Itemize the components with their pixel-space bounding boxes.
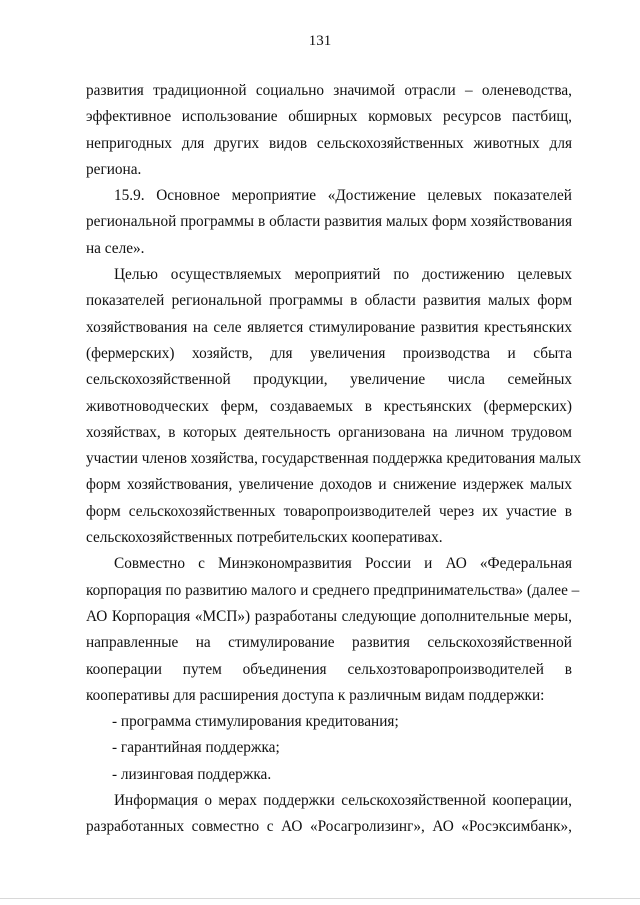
- text-line: непригодных для других видов сельскохозяйственных животных для: [86, 134, 572, 152]
- paragraph-information: [86, 788, 572, 841]
- text-line: кооперативы для расширения доступа к различным видам поддержки:: [86, 686, 545, 704]
- paragraph-goal: [86, 262, 582, 551]
- paragraph-cooperation-measures: [86, 551, 580, 709]
- text-line: разработанных совместно с АО «Росагролизинг», АО «Росэксимбанк»,: [86, 818, 572, 836]
- page-number: 131: [308, 33, 332, 49]
- text-line: (фермерских) хозяйств, для увеличения производства и сбыта: [86, 344, 572, 362]
- text-line: показателей региональной программы в области развития малых форм: [86, 292, 572, 310]
- text-line: направленные на стимулирование развития сельскохозяйственной: [86, 634, 572, 652]
- text-line: участии членов хозяйства, государственная поддержка кредитования малых: [86, 450, 582, 468]
- support-measures-list: [86, 709, 572, 788]
- paragraph-olenevodstvo: [86, 78, 572, 183]
- list-item: - лизинговая поддержка.: [112, 765, 272, 783]
- text-line: форм сельскохозяйственных товаропроизводителей через их участие в: [86, 502, 572, 520]
- text-line: Совместно с Минэкономразвития России и АО «Федеральная: [114, 555, 572, 573]
- text-line: форм хозяйствования, увеличение доходов и снижение издержек малых: [86, 476, 572, 494]
- list-item: - гарантийная поддержка;: [112, 739, 280, 757]
- text-line: сельскохозяйственной продукции, увеличение числа семейных: [86, 371, 572, 389]
- text-line: корпорация по развитию малого и среднего предпринимательства» (далее –: [86, 581, 580, 599]
- list-item: - программа стимулирования кредитования;: [112, 713, 399, 731]
- text-line: хозяйствах, в которых деятельность организована на личном трудовом: [86, 423, 572, 441]
- document-body: [86, 78, 582, 841]
- text-line: на селе».: [86, 239, 145, 257]
- paragraph-section-15-9: [86, 183, 572, 262]
- text-line: эффективное использование обширных кормовых ресурсов пастбищ,: [86, 108, 572, 126]
- text-line: региональной программы в области развития малых форм хозяйствования: [86, 213, 572, 231]
- section-heading-line: 15.9. Основное мероприятие «Достижение целевых показателей: [114, 187, 572, 205]
- text-line: кооперации путем объединения сельхозтоваропроизводителей в: [86, 660, 572, 678]
- text-line: Информация о мерах поддержки сельскохозяйственной кооперации,: [114, 792, 572, 810]
- text-line: сельскохозяйственных потребительских кооперативах.: [86, 529, 443, 547]
- text-line: АО Корпорация «МСП») разработаны следующие дополнительные меры,: [86, 607, 572, 625]
- text-line: хозяйствования на селе является стимулирование развития крестьянских: [86, 318, 572, 336]
- text-line: животноводческих ферм, создаваемых в крестьянских (фермерских): [86, 397, 572, 415]
- text-line: региона.: [86, 160, 142, 178]
- text-line: Целью осуществляемых мероприятий по достижению целевых: [114, 266, 572, 284]
- text-line: развития традиционной социально значимой отрасли – оленеводства,: [86, 82, 572, 99]
- page-bottom-edge: [0, 898, 640, 899]
